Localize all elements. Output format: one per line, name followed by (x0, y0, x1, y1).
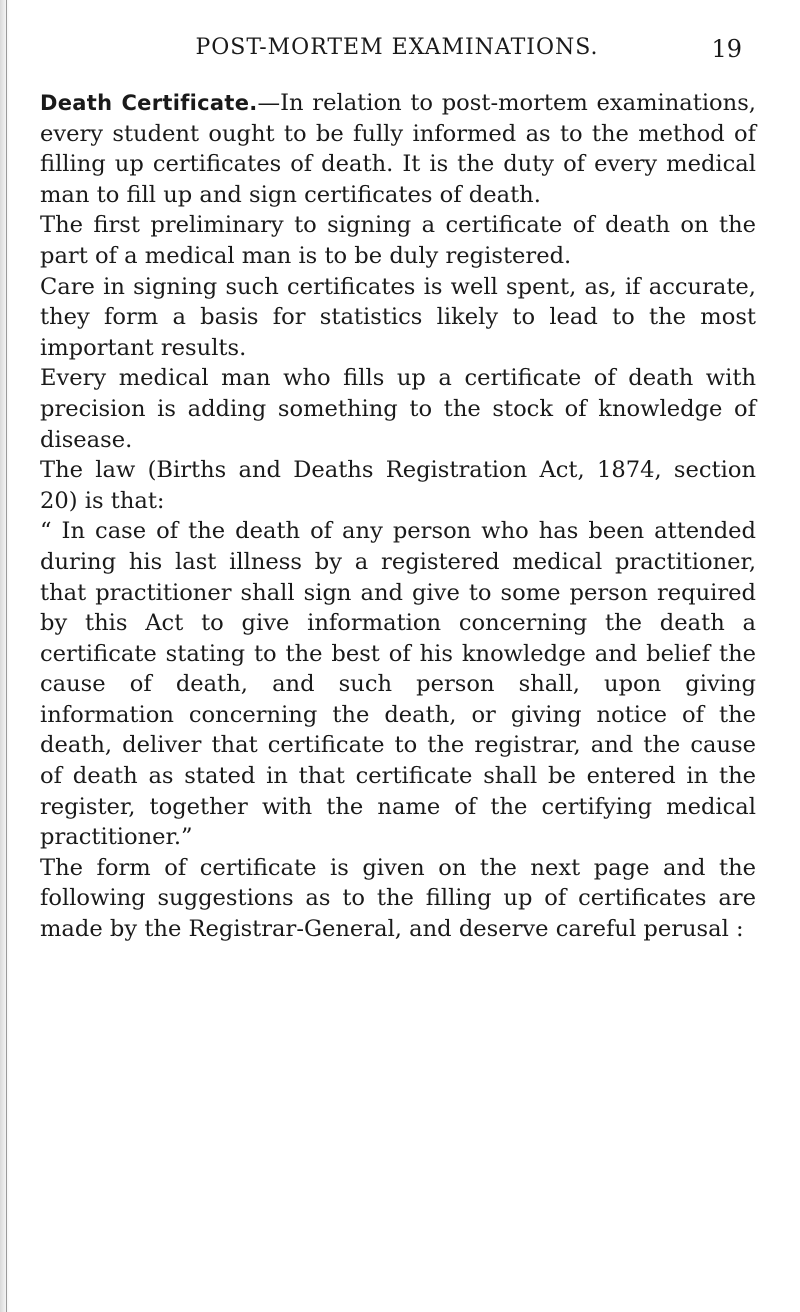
page-gutter (0, 0, 10, 1312)
page-edge-line (6, 0, 7, 1312)
paragraph-preliminary: The first preliminary to signing a certificate of death on the part of a medical man is to be duly registered. (40, 212, 756, 269)
paragraph-law: The law (Births and Deaths Registration Act, 1874, section 20) is that: (40, 457, 756, 514)
paragraph-precision: Every medical man who fills up a certificate of death with precision is adding something to the stock of knowledge of disease. (40, 365, 756, 453)
body-text (40, 88, 756, 945)
paragraph-death-certificate (40, 88, 756, 210)
paragraph-law-quote: “ In case of the death of any person who has been attended during his last illness by a registered medical practitioner, that practitioner shall sign and give to some person required by this Act to give information concerning the death a certificate stating to the best of his knowledge and belief the cause of death, and such person shall, upon giving information concerning the death, or giving notice of the death, deliver that certificate to the registrar, and the cause of death as stated in that certificate shall be entered in the register, together with the name of the certifying medical practitioner.” (40, 518, 756, 851)
paragraph-form-of-certificate: The form of certificate is given on the next page and the following suggestions as to the filling up of certificates are made by the Registrar-General, and deserve careful perusal : (40, 854, 756, 943)
page-header (32, 30, 782, 70)
paragraph-text: —In relation to post-mortem examinations, every student ought to be fully informed as to the method of filling up certificates of death. It is the duty of every medical man to fill up and sign certificates of death. (40, 90, 756, 208)
section-heading: Death Certificate. (40, 91, 258, 115)
running-head: POST-MORTEM EXAMINATIONS. (195, 35, 599, 60)
page-number: 19 (711, 35, 742, 63)
paragraph-care: Care in signing such certificates is well spent, as, if accurate, they form a basis for statistics likely to lead to the most important results. (40, 273, 756, 361)
